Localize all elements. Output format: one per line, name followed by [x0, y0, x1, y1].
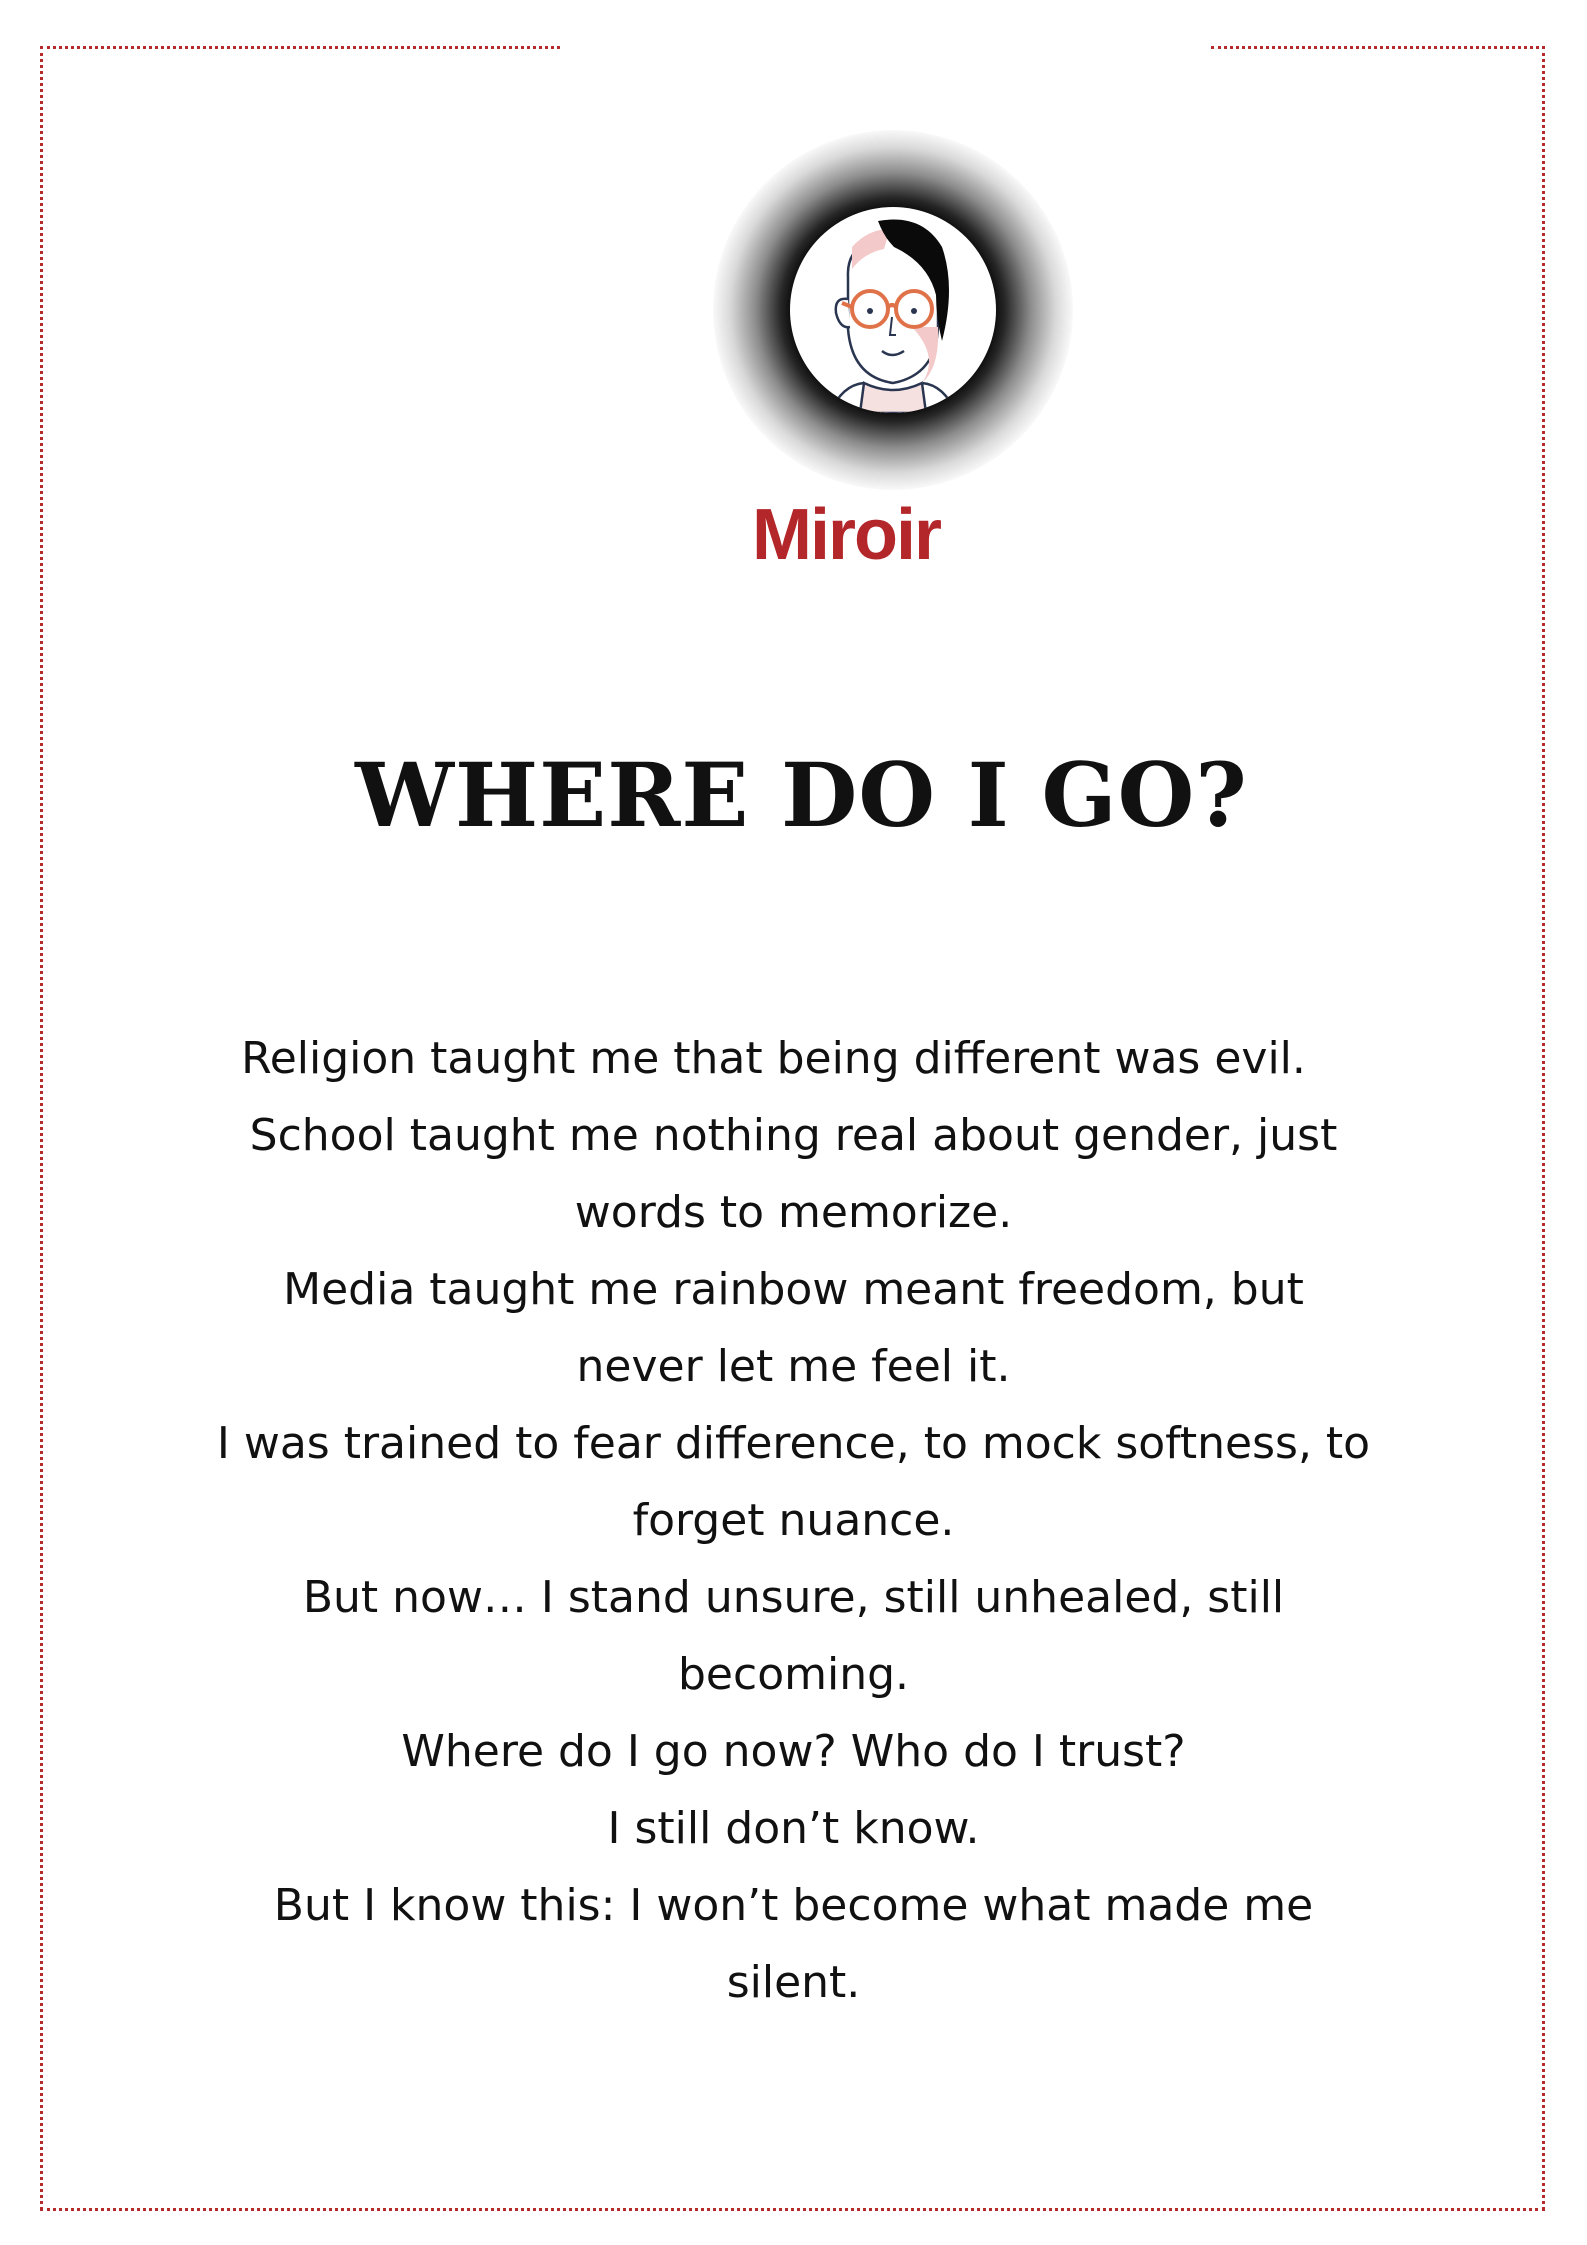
- poem-line: silent.: [726, 1957, 861, 2008]
- poem-line: But now… I stand unsure, still unhealed, still: [302, 1572, 1285, 1623]
- avatar: [790, 207, 996, 413]
- poem-line: words to memorize.: [574, 1187, 1013, 1238]
- frame-right-border: [1542, 46, 1545, 2210]
- poem-line: Media taught me rainbow meant freedom, but: [283, 1264, 1304, 1315]
- poem-line: Where do I go now? Who do I trust?: [401, 1726, 1186, 1777]
- avatar-portrait-icon: [790, 207, 996, 413]
- poem-line: I was trained to fear difference, to mock softness, to: [216, 1418, 1371, 1469]
- frame-left-border: [40, 46, 43, 2210]
- poem-line: Religion taught me that being different was evil.: [241, 1033, 1306, 1084]
- poem-body: [200, 1020, 1387, 2021]
- poem-line: forget nuance.: [632, 1495, 955, 1546]
- page-title: WHERE DO I GO?: [355, 743, 1248, 847]
- poem-line: School taught me nothing real about gender, just: [249, 1110, 1338, 1161]
- frame-top-right-border: [1211, 46, 1545, 49]
- frame-top-left-border: [40, 46, 560, 49]
- poem-line: becoming.: [678, 1649, 909, 1700]
- frame-bottom-border: [40, 2208, 1545, 2211]
- poem-line: never let me feel it.: [576, 1341, 1011, 1392]
- poem-line: But I know this: I won’t become what made me: [273, 1880, 1314, 1931]
- poem-line: I still don’t know.: [607, 1803, 980, 1854]
- brand-name: Miroir: [751, 495, 940, 575]
